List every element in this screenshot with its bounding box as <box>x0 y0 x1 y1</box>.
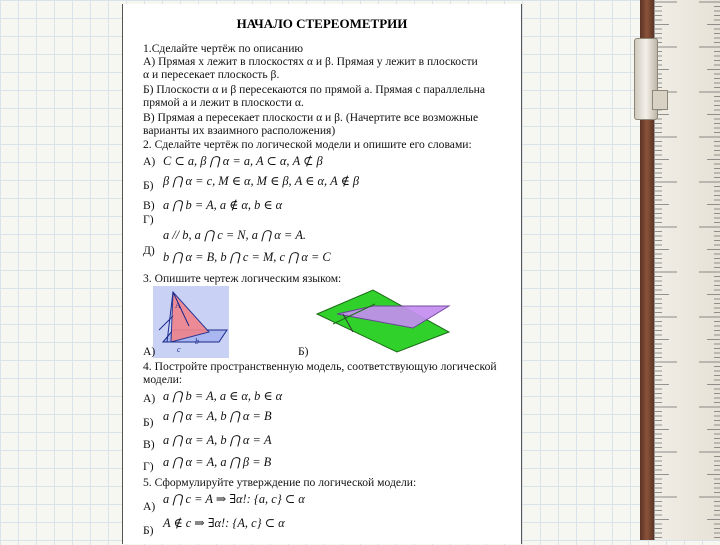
label-point-a: A <box>175 301 181 310</box>
q1-item-c-cont: варианты их взаимного расположения) <box>143 124 336 137</box>
ruler <box>654 0 720 540</box>
q5-formula-b: A ∉ c ⇒ ∃α!: {A, c} ⊂ α <box>163 516 285 530</box>
q4-label-a: А) <box>143 392 156 405</box>
q2-label-d: Г) <box>143 213 154 226</box>
q2-formula-e: b ⋂ α = B, b ⋂ c = M, c ⋂ α = C <box>163 250 331 264</box>
q1-item-b: Б) Плоскости α и β пересекаются по прямой a. Прямая c параллельна <box>143 83 485 96</box>
q4-formula-d: a ⋂ α = A, a ⋂ β = B <box>163 455 272 469</box>
q4-label-b: Б) <box>143 416 154 429</box>
ruler-clip-latch <box>652 90 668 110</box>
q5-heading: 5. Сформулируйте утверждение по логической модели: <box>143 476 417 489</box>
q2-heading: 2. Сделайте чертёж по логической модели и опишите его словами: <box>143 138 472 151</box>
q3-label-b: Б) <box>298 345 309 358</box>
q4-heading: 4. Постройте пространственную модель, соответствующую логической <box>143 360 497 373</box>
q3-label-a: А) <box>143 345 156 358</box>
q5-formula-a: a ⋂ c = A ⇒ ∃α!: {a, c} ⊂ α <box>163 492 305 506</box>
q1-item-a-cont: α и пересекает плоскость β. <box>143 68 280 81</box>
ruler-ticks <box>655 0 720 540</box>
q4-label-c: В) <box>143 438 155 451</box>
figure-b-diagram <box>313 284 453 354</box>
q2-label-a: А) <box>143 155 156 168</box>
page-title: НАЧАЛО СТЕРЕОМЕТРИИ <box>236 16 408 31</box>
worksheet-page <box>122 4 522 544</box>
label-line-c: c <box>177 345 181 354</box>
q4-heading-cont: модели: <box>143 373 183 386</box>
figure-a-diagram <box>153 286 229 358</box>
q2-label-e: Д) <box>143 244 155 257</box>
q2-label-b: Б) <box>143 179 154 192</box>
q2-formula-a: C ⊂ a, β ⋂ α = a, A ⊂ α, A ⊄ β <box>163 154 323 168</box>
q2-label-c: В) <box>143 199 155 212</box>
q4-formula-a: a ⋂ b = A, a ∈ α, b ∈ α <box>163 389 283 403</box>
label-line-b: b <box>195 337 199 346</box>
q1-item-c: В) Прямая a пересекает плоскости α и β. (Начертите все возможные <box>143 111 479 124</box>
q4-formula-c: a ⋂ α = A, b ⋂ α = A <box>163 433 272 447</box>
q3-heading: 3. Опишите чертеж логическим языком: <box>143 272 342 285</box>
q2-formula-d: a // b, a ⋂ c = N, a ⋂ α = A. <box>163 228 307 242</box>
q1-item-b-cont: прямой a и лежит в плоскости α. <box>143 96 304 109</box>
q5-label-b: Б) <box>143 524 154 537</box>
q1-heading: 1.Сделайте чертёж по описанию <box>143 42 304 55</box>
q5-label-a: А) <box>143 500 156 513</box>
q4-label-d: Г) <box>143 460 154 473</box>
q4-formula-b: a ⋂ α = A, b ⋂ α = B <box>163 409 272 423</box>
q1-item-a: А) Прямая x лежит в плоскостях α и β. Прямая y лежит в плоскости <box>143 55 478 68</box>
q2-formula-b: β ⋂ α = c, M ∈ α, M ∈ β, A ∈ α, A ∉ β <box>163 174 360 188</box>
q2-formula-c: a ⋂ b = A, a ∉ α, b ∈ α <box>163 198 283 212</box>
